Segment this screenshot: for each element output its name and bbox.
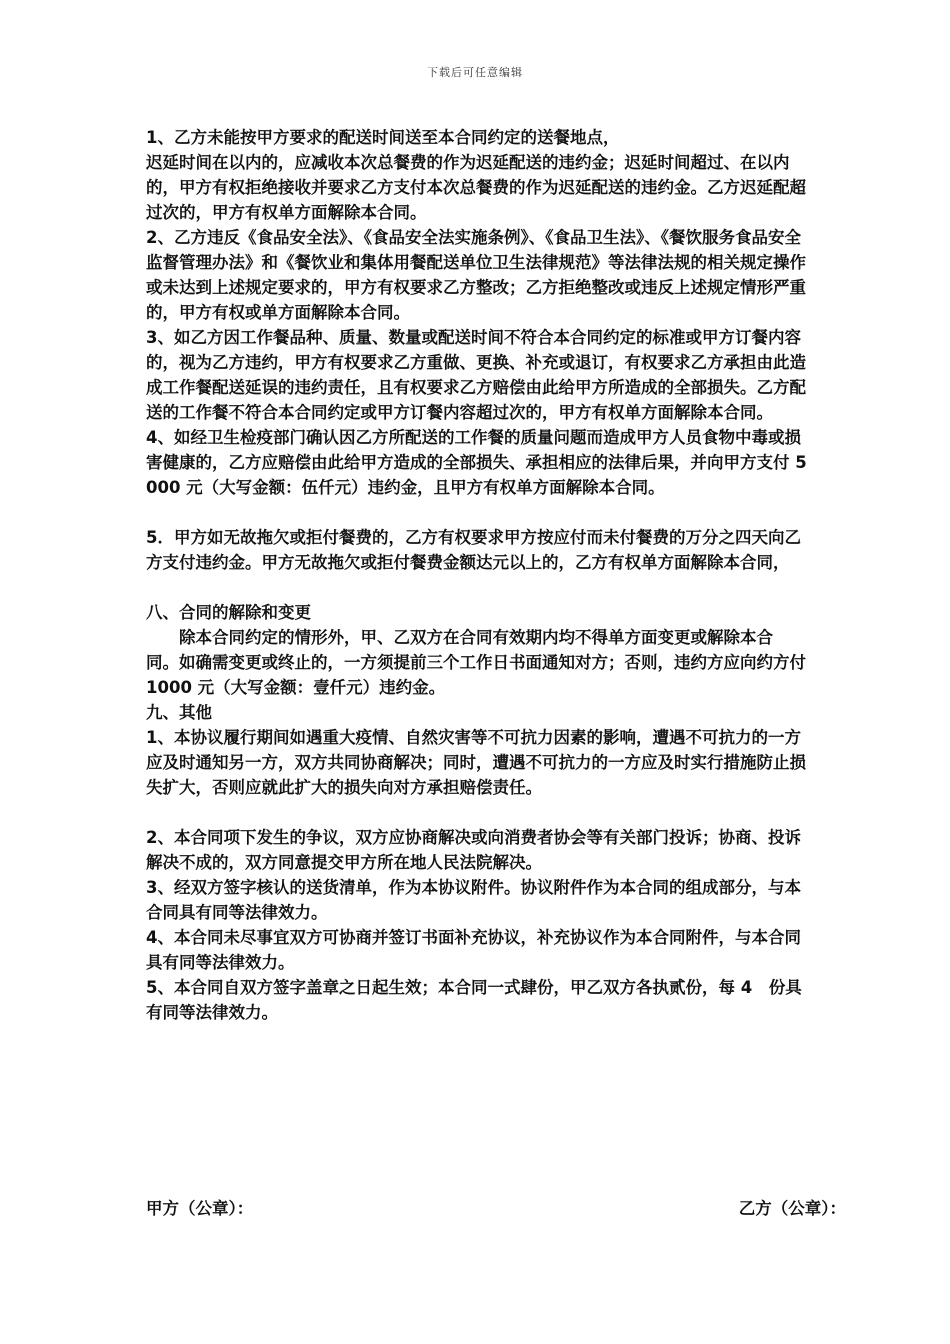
section-8-text-b: 同。如确需变更或终止的，一方须提前三个工作日书面通知对方；否则，违约方应向约方付 <box>146 653 806 672</box>
spacer <box>146 800 816 825</box>
clause-2: 2、乙方违反《食品安全法》、《食品安全法实施条例》、《食品卫生法》、《餐饮服务食品安全监督管理办法》和《餐饮业和集体用餐配送单位卫生法律规范》等法律法规的相关规定操作或未达到上述规定要求的，甲方有权要求乙方整改；乙方拒绝整改或违反上述规定情形严重的，甲方有权或单方面解除本合同。 <box>146 228 806 322</box>
page-header-note: 下载后可任意编辑 <box>427 66 523 79</box>
contract-body <box>146 125 816 1025</box>
clause-1-body: 迟延时间在以内的，应减收本次总餐费的作为迟延配送的违约金；迟延时间超过、在以内的，甲方有权拒绝接收并要求乙方支付本次总餐费的作为迟延配送的违约金。乙方迟延配超过次的，甲方有权单方面解除本合同。 <box>146 153 806 222</box>
party-b-seal-label: 乙方（公章）： <box>738 1199 846 1218</box>
signature-row <box>146 1195 846 1219</box>
clause-5: 5．甲方如无故拖欠或拒付餐费的，乙方有权要求甲方按应付而未付餐费的万分之四天向乙方支付违约金。甲方无故拖欠或拒付餐费金额达元以上的，乙方有权单方面解除本合同， <box>146 528 801 572</box>
section-8-text-c: 1000 元（大写金额：壹仟元）违约金。 <box>146 678 446 697</box>
section-8-text-a: 除本合同约定的情形外，甲、乙双方在合同有效期内均不得单方面变更或解除本合 <box>179 628 773 647</box>
spacer <box>146 575 816 600</box>
section-9-item-5: 5、本合同自双方签字盖章之日起生效；本合同一式肆份，甲乙双方各执贰份，每 4 份具有同等法律效力。 <box>146 978 802 1022</box>
clause-1-title: 1、乙方未能按甲方要求的配送时间送至本合同约定的送餐地点， <box>146 128 620 147</box>
section-9-title: 九、其他 <box>146 703 212 722</box>
section-9-item-4: 4、本合同未尽事宜双方可协商并签订书面补充协议，补充协议作为本合同附件，与本合同具有同等法律效力。 <box>146 928 801 972</box>
section-9-item-2: 2、本合同项下发生的争议，双方应协商解决或向消费者协会等有关部门投诉；协商、投诉解决不成的，双方同意提交甲方所在地人民法院解决。 <box>146 828 801 872</box>
party-a-seal-label: 甲方（公章）： <box>146 1199 254 1218</box>
clause-4: 4、如经卫生检疫部门确认因乙方所配送的工作餐的质量问题而造成甲方人员食物中毒或损害健康的，乙方应赔偿由此给甲方造成的全部损失、承担相应的法律后果，并向甲方支付 5000 元（大写金额：伍仟元）违约金，且甲方有权单方面解除本合同。 <box>146 428 807 497</box>
section-9-item-3: 3、经双方签字核认的送货清单，作为本协议附件。协议附件作为本合同的组成部分，与本合同具有同等法律效力。 <box>146 878 801 922</box>
section-8-title: 八、合同的解除和变更 <box>146 603 311 622</box>
section-9-item-1: 1、本协议履行期间如遇重大疫情、自然灾害等不可抗力因素的影响，遭遇不可抗力的一方应及时通知另一方，双方共同协商解决；同时，遭遇不可抗力的一方应及时实行措施防止损失扩大，否则应就此扩大的损失向对方承担赔偿责任。 <box>146 728 806 797</box>
clause-3: 3、如乙方因工作餐品种、质量、数量或配送时间不符合本合同约定的标准或甲方订餐内容的，视为乙方违约，甲方有权要求乙方重做、更换、补充或退订，有权要求乙方承担由此造成工作餐配送延误的违约责任，且有权要求乙方赔偿由此给甲方所造成的全部损失。乙方配送的工作餐不符合本合同约定或甲方订餐内容超过次的，甲方有权单方面解除本合同。 <box>146 328 806 422</box>
spacer <box>146 500 816 525</box>
